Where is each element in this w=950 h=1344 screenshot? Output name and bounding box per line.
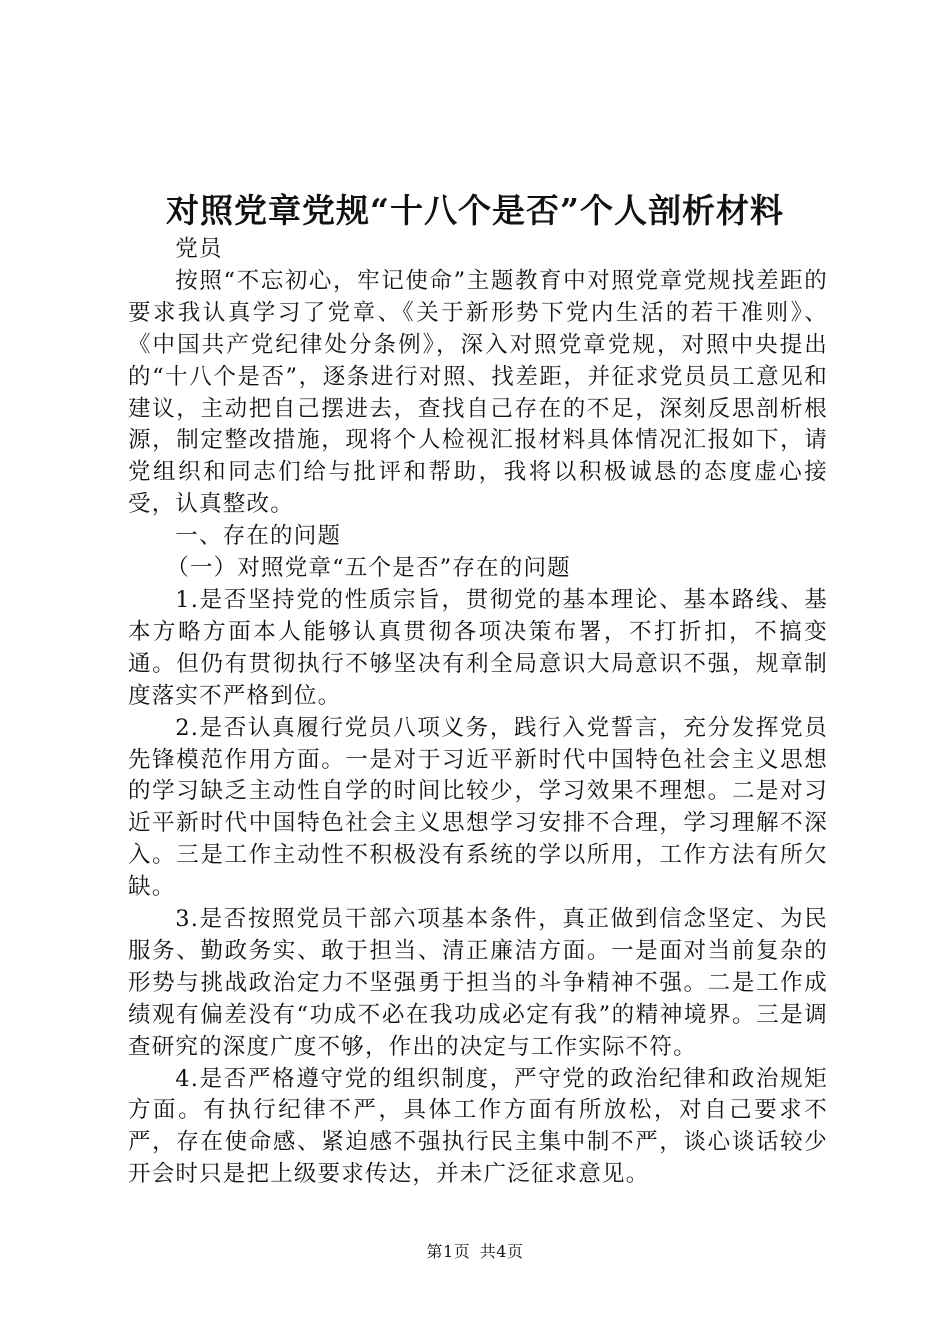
document-title: 对照党章党规“十八个是否”个人剖析材料 [166, 191, 784, 230]
salutation: 党员 [175, 236, 223, 262]
document-body [128, 234, 828, 1191]
intro-paragraph: 按照“不忘初心，牢记使命”主题教育中对照党章党规找差距的要求我认真学习了党章、《关于新形势下党内生活的若干准则》、《中国共产党纪律处分条例》，深入对照党章党规，对照中央提出的“十八个是否”，逐条进行对照、找差距，并征求党员员工意见和建议，主动把自己摆进去，查找自己存在的不足，深刻反思剖析根源，制定整改措施，现将个人检视汇报材料具体情况汇报如下，请党组织和同志们给与批评和帮助，我将以积极诚恳的态度虚心接受，认真整改。 [128, 267, 828, 518]
item-paragraph-3: 3.是否按照党员干部六项基本条件，真正做到信念坚定、为民服务、勤政务实、敢于担当、清正廉洁方面。一是面对当前复杂的形势与挑战政治定力不坚强勇于担当的斗争精神不强。二是工作成绩观有偏差没有“功成不必在我功成必定有我”的精神境界。三是调查研究的深度广度不够，作出的决定与工作实际不符。 [128, 906, 828, 1060]
subsection-heading: （一）对照党章“五个是否”存在的问题 [166, 555, 571, 582]
section-heading: 一、存在的问题 [175, 523, 342, 550]
item-paragraph-1: 1.是否坚持党的性质宗旨，贯彻党的基本理论、基本路线、基本方略方面本人能够认真贯彻各项决策布署，不打折扣，不搞变通。但仍有贯彻执行不够坚决有利全局意识大局意识不强，规章制度落实不严格到位。 [128, 586, 828, 709]
page-number: 第1页 [426, 1242, 471, 1261]
item-paragraph-2: 2.是否认真履行党员八项义务，践行入党誓言，充分发挥党员先锋模范作用方面。一是对于习近平新时代中国特色社会主义思想的学习缺乏主动性自学的时间比较少，学习效果不理想。二是对习近平新时代中国特色社会主义思想学习安排不合理，学习理解不深入。三是工作主动性不积极没有系统的学以所用，工作方法有所欠缺。 [128, 714, 828, 901]
page-footer [0, 1240, 950, 1264]
item-paragraph-4: 4.是否严格遵守党的组织制度，严守党的政治纪律和政治规矩方面。有执行纪律不严，具体工作方面有所放松，对自己要求不严，存在使命感、紧迫感不强执行民主集中制不严，谈心谈话较少开会时只是把上级要求传达，并未广泛征求意见。 [128, 1065, 828, 1188]
page-total: 共4页 [479, 1242, 524, 1261]
